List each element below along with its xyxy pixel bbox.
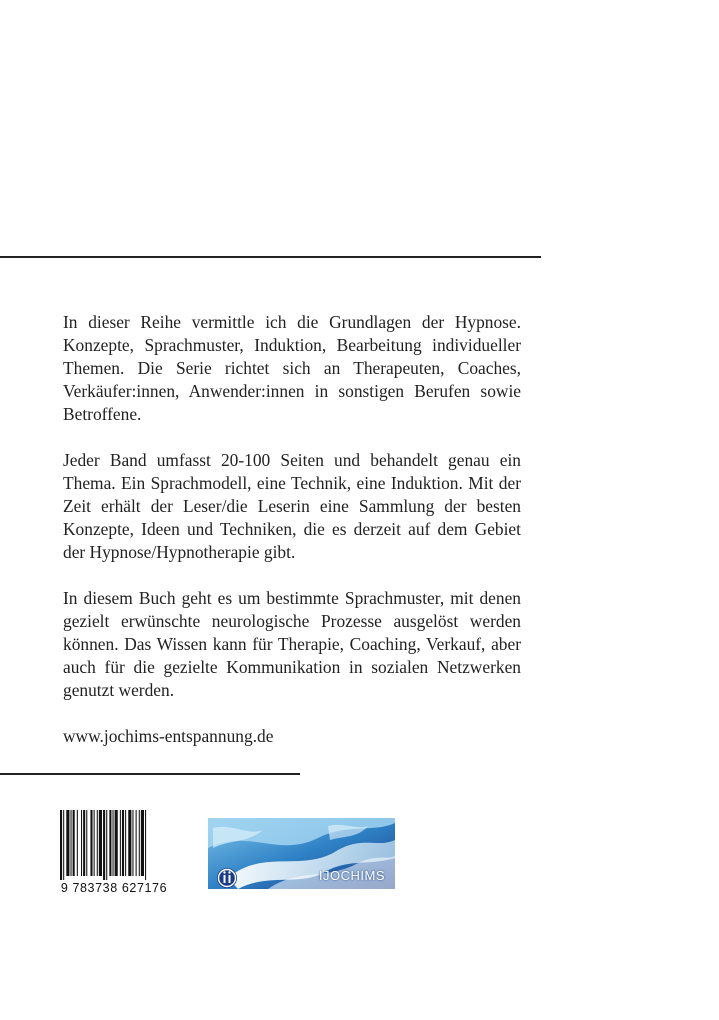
barcode-bar	[128, 810, 131, 876]
website-link[interactable]: www.jochims-entspannung.de	[63, 726, 274, 746]
barcode-bar	[125, 810, 126, 876]
isbn-barcode	[58, 810, 170, 902]
barcode-bar	[60, 810, 62, 880]
barcode-bar	[122, 810, 124, 876]
barcode-bars	[58, 810, 170, 880]
barcode-bar	[83, 810, 85, 876]
barcode-bar	[106, 810, 107, 880]
barcode-bar	[103, 810, 105, 880]
paragraph-volume-scope: Jeder Band umfasst 20-100 Seiten und behandelt genau ein Thema. Ein Sprachmodell, eine Technik, eine Induktion. Mit der Zeit erhält der Leser/die Leserin eine Sammlung der besten Konzepte, Ideen und Techniken, die es derzeit auf dem Gebiet der Hypnose/Hypnotherapie gibt.	[63, 450, 521, 562]
barcode-bar	[145, 810, 146, 880]
barcode-bar	[136, 810, 137, 876]
barcode-bar	[113, 810, 114, 876]
logo-wordmark: IJOCHIMS	[318, 868, 385, 883]
paragraph-series-intro: In dieser Reihe vermittle ich die Grundlagen der Hypnose. Konzepte, Sprachmuster, Induktion, Bearbeitung individueller Themen. Die Serie richtet sich an Therapeuten, Coaches, Verkäufer:innen, Anwender:innen in sonstigen Berufen sowie Betroffene.	[63, 312, 521, 424]
paragraph-book-topic: In diesem Buch geht es um bestimmte Sprachmuster, mit denen gezielt erwünschte neurologische Prozesse ausgelöst werden können. Das Wissen kann für Therapie, Coaching, Verkauf, aber auch für die gezielte Kommunikation in sozialen Netzwerken genutzt werden.	[63, 588, 521, 700]
barcode-digits: 9 783738 627176	[60, 881, 168, 895]
barcode-bar	[120, 810, 121, 876]
barcode-bar	[99, 810, 102, 876]
bottom-divider	[0, 773, 300, 775]
barcode-bar	[66, 810, 69, 876]
barcode-bar	[139, 810, 140, 876]
barcode-bar	[115, 810, 118, 876]
barcode-bar	[63, 810, 64, 880]
barcode-bar	[141, 810, 144, 876]
barcode-bar	[77, 810, 78, 876]
barcode-bar	[86, 810, 87, 876]
barcode-bar	[73, 810, 75, 876]
barcode-bar	[81, 810, 82, 876]
barcode-bar	[132, 810, 133, 876]
barcode-bar	[109, 810, 111, 876]
barcode-bar	[94, 810, 95, 876]
barcode-bar	[97, 810, 98, 876]
barcode-bar	[90, 810, 92, 876]
back-cover-text	[63, 311, 521, 748]
publisher-logo	[208, 818, 395, 889]
barcode-bar	[71, 810, 72, 876]
top-divider	[0, 256, 541, 258]
